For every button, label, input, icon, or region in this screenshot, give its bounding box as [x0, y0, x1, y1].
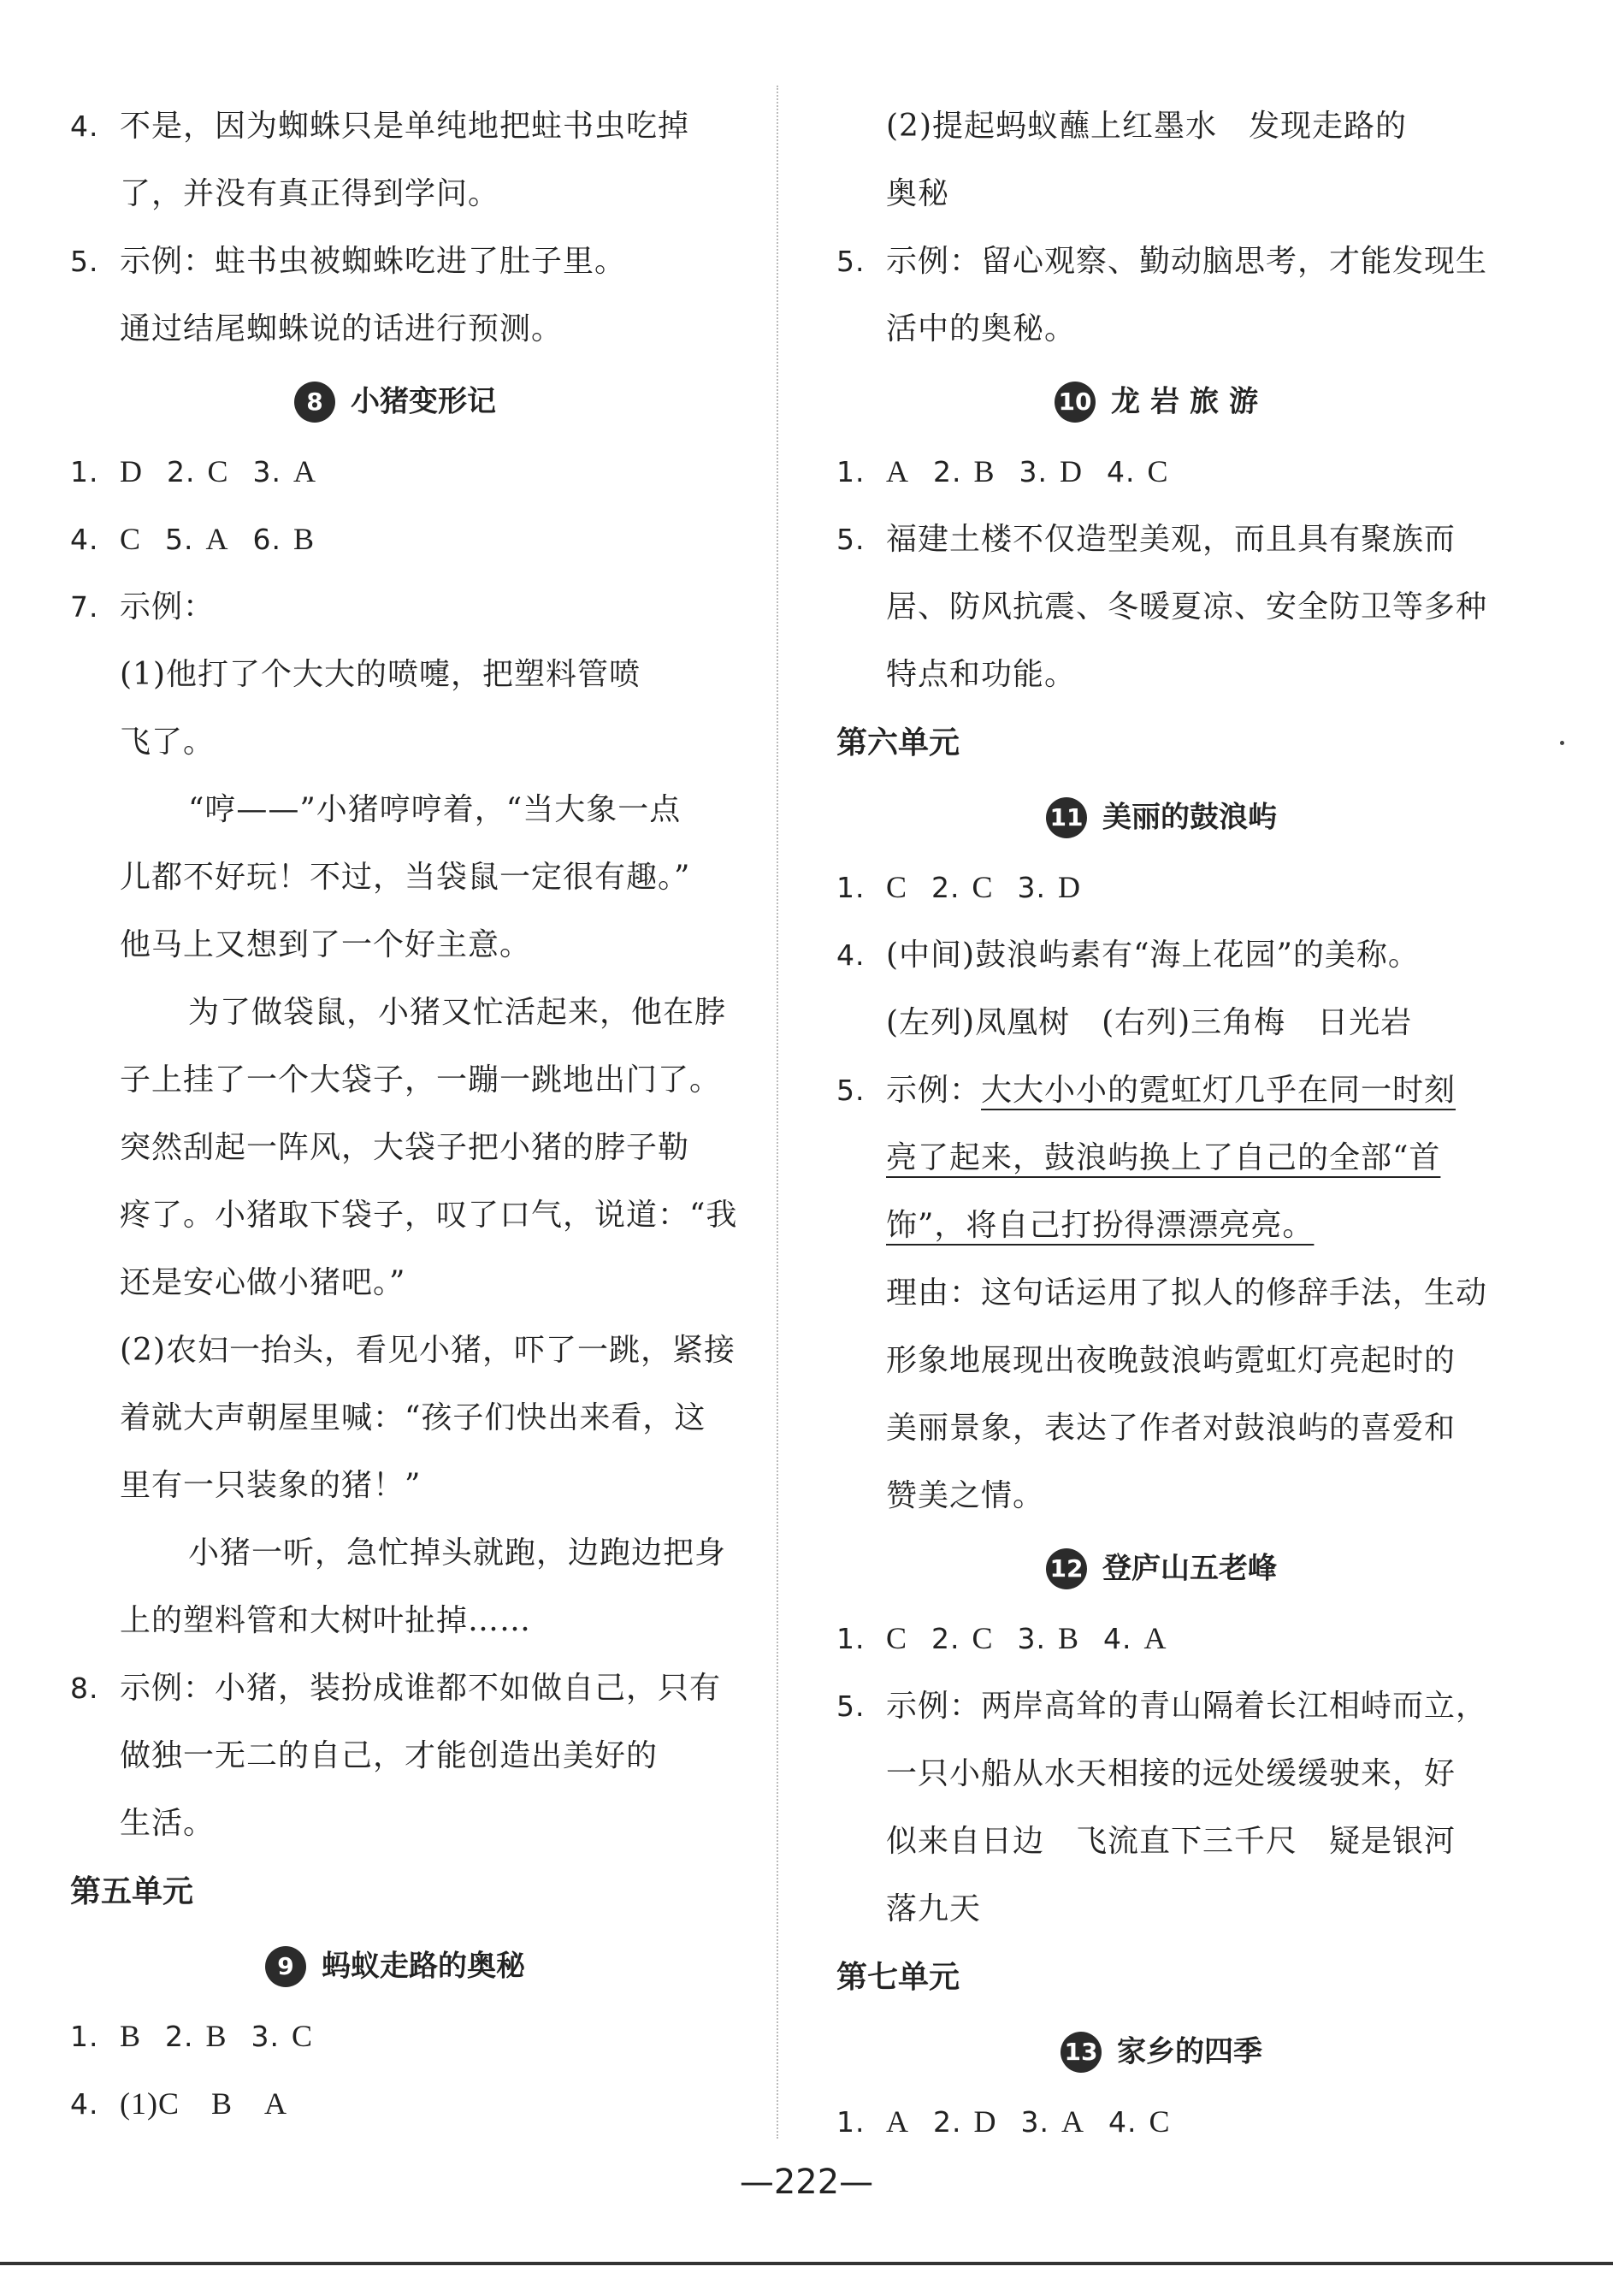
answer-line: 4. (中间)鼓浪屿素有“海上花园”的美称。 — [836, 938, 1420, 973]
answer-line: 美丽景象，表达了作者对鼓浪屿的喜爱和 — [886, 1411, 1456, 1446]
answer-line: 里有一只装象的猪！” — [120, 1468, 422, 1503]
answer-line: 似来自日边 飞流直下三千尺 疑是银河 — [886, 1824, 1456, 1859]
answer-line: 5. 福建土楼不仅造型美观，而且具有聚族而 — [836, 522, 1456, 557]
lesson-number-badge: 8 — [294, 382, 335, 423]
answer-line: 理由：这句话运用了拟人的修辞手法，生动 — [886, 1275, 1488, 1311]
answer-line: 奥秘 — [886, 176, 950, 211]
lesson-title-text: 登庐山五老峰 — [1102, 1551, 1277, 1586]
unit-heading: 第六单元 — [836, 725, 960, 760]
lesson-title-text: 小猪变形记 — [351, 384, 496, 419]
answer-line: 5. 示例：留心观察、勤动脑思考，才能发现生 — [836, 244, 1488, 279]
lesson-title-text: 龙岩旅游 — [1111, 384, 1268, 419]
choice-answers-row: 1. A 2. B 3. D 4. C — [836, 454, 1169, 488]
answer-line: 特点和功能。 — [886, 657, 1077, 692]
choice-answers-row: 4. C 5. A 6. B — [70, 522, 316, 556]
underlined-sentence: 亮了起来，鼓浪屿换上了自己的全部“首 — [886, 1140, 1441, 1175]
answer-line: 飞了。 — [120, 725, 216, 760]
answer-line: 儿都不好玩！不过，当袋鼠一定很有趣。” — [120, 860, 691, 895]
answer-line — [836, 1192, 1486, 1259]
lesson-title — [836, 363, 1486, 438]
bottom-rule — [0, 2262, 1613, 2265]
page-number: —222— — [739, 2163, 874, 2202]
choice-answers-row: 1. C 2. C 3. B 4. A — [836, 1621, 1167, 1655]
answer-line: (2)提起蚂蚁蘸上红墨水 发现走路的 — [886, 109, 1407, 144]
answer-line: 7. 示例： — [70, 589, 216, 624]
lesson-title — [70, 1927, 720, 2003]
lesson-number-badge: 9 — [265, 1946, 306, 1987]
answer-line: 4. 不是，因为蜘蛛只是单纯地把蛀书虫吃掉 — [70, 109, 690, 144]
answer-line: 了，并没有真正得到学问。 — [120, 176, 500, 211]
lesson-title — [70, 363, 720, 438]
answer-line: 落九天 — [886, 1891, 982, 1926]
answer-line: 5. 示例：蛀书虫被蜘蛛吃进了肚子里。 — [70, 244, 627, 279]
answer-line: 一只小船从水天相接的远处缓缓驶来，好 — [886, 1756, 1456, 1791]
lesson-title — [836, 778, 1486, 854]
answer-line: 活中的奥秘。 — [886, 311, 1077, 346]
lesson-title — [836, 2013, 1486, 2088]
answer-line: 他马上又想到了一个好主意。 — [120, 927, 532, 962]
answer-line: 形象地展现出夜晚鼓浪屿霓虹灯亮起时的 — [886, 1343, 1456, 1378]
choice-answers-row: 1. D 2. C 3. A — [70, 454, 317, 488]
right-column — [836, 92, 1486, 2156]
choice-answers-row: 1. C 2. C 3. D — [836, 870, 1082, 904]
answer-line: (左列)凤凰树 (右列)三角梅 日光岩 — [886, 1005, 1413, 1040]
answer-line: 还是安心做小猪吧。” — [120, 1265, 406, 1300]
unit-heading: 第五单元 — [70, 1874, 194, 1909]
answer-line: 生活。 — [120, 1806, 216, 1841]
lesson-number-badge: 10 — [1055, 382, 1096, 423]
answer-line: 居、防风抗震、冬暖夏凉、安全防卫等多种 — [886, 589, 1488, 624]
answer-line: 5. 示例：两岸高耸的青山隔着长江相峙而立， — [836, 1689, 1488, 1724]
lesson-number-badge: 13 — [1061, 2032, 1102, 2073]
lesson-number-badge: 11 — [1046, 797, 1087, 838]
answer-line: 疼了。小猪取下袋子，叹了口气，说道：“我 — [120, 1198, 738, 1233]
answer-line: 突然刮起一阵风，大袋子把小猪的脖子勒 — [120, 1130, 690, 1165]
answer-line: 5. 示例：大大小小的霓虹灯几乎在同一时刻 — [836, 1073, 1456, 1108]
choice-answers-row: 1. B 2. B 3. C — [70, 2019, 314, 2053]
unit-heading: 第七单元 — [836, 1960, 960, 1995]
answer-line: 上的塑料管和大树叶扯掉…… — [120, 1603, 532, 1638]
answer-line: 通过结尾蜘蛛说的话进行预测。 — [120, 311, 564, 346]
lesson-title-text: 美丽的鼓浪屿 — [1102, 800, 1277, 835]
underlined-sentence: 大大小小的霓虹灯几乎在同一时刻 — [981, 1073, 1456, 1108]
column-divider — [777, 86, 778, 2139]
answer-line: 小猪一听，急忙掉头就跑，边跑边把身 — [188, 1536, 727, 1571]
lesson-number-badge: 12 — [1046, 1548, 1087, 1589]
choice-answers-row: 1. A 2. D 3. A 4. C — [836, 2104, 1171, 2139]
answer-line: 做独一无二的自己，才能创造出美好的 — [120, 1738, 659, 1773]
answer-line: 为了做袋鼠，小猪又忙活起来，他在脖 — [188, 995, 727, 1030]
answer-line — [836, 1124, 1486, 1192]
answer-line: (2)农妇一抬头，看见小猪，吓了一跳，紧接 — [120, 1333, 736, 1368]
choice-answers-row: 4. (1)C B A — [70, 2086, 287, 2121]
lesson-title — [836, 1530, 1486, 1605]
answer-line: “哼——”小猪哼哼着，“当大象一点 — [188, 792, 682, 827]
answer-line: 8. 示例：小猪，装扮成谁都不如做自己，只有 — [70, 1671, 722, 1706]
stray-dot — [1560, 741, 1564, 745]
underlined-sentence: 饰”，将自己打扮得漂漂亮亮。 — [886, 1208, 1315, 1243]
lesson-title-text: 家乡的四季 — [1117, 2034, 1262, 2069]
left-column — [70, 92, 738, 2138]
answer-line: 赞美之情。 — [886, 1478, 1045, 1513]
answer-line: (1)他打了个大大的喷嚏，把塑料管喷 — [120, 657, 641, 692]
answer-line: 子上挂了一个大袋子，一蹦一跳地出门了。 — [120, 1062, 722, 1098]
answer-line: 着就大声朝屋里喊：“孩子们快出来看，这 — [120, 1400, 706, 1435]
lesson-title-text: 蚂蚁走路的奥秘 — [322, 1949, 525, 1984]
